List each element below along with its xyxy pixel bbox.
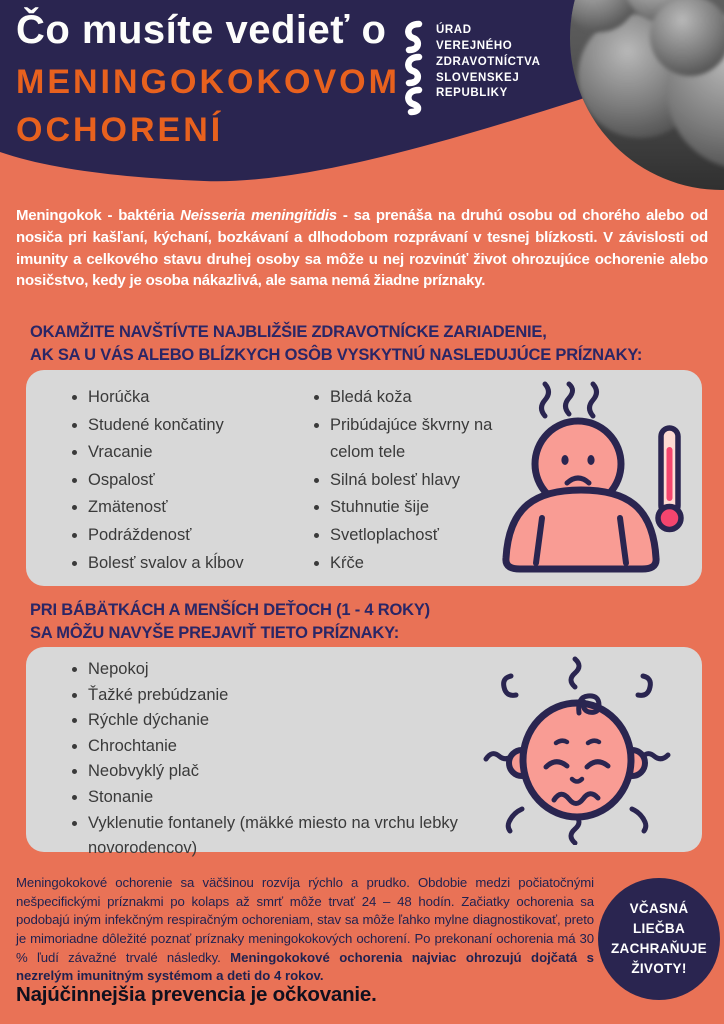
symptom-item: • Chrochtanie: [88, 734, 520, 760]
symptom-item: • Bledá koža: [330, 384, 530, 412]
intro-text-pre: Meningokok - baktéria: [16, 207, 181, 224]
symptom-item: • Nepokoj: [88, 657, 520, 683]
symptom-item: • Ťažké prebúdzanie: [88, 683, 520, 709]
symptom-item: • Vracanie: [88, 439, 244, 467]
symptom-item: • Kŕče: [330, 550, 530, 578]
distressed-baby-illustration: [482, 655, 672, 845]
logo-line: SLOVENSKEJ: [436, 71, 520, 84]
badge-line: LIEČBA: [632, 921, 686, 936]
title-line-2: MENINGOKOKOVOM: [16, 63, 400, 101]
symptom-item: • Stonanie: [88, 785, 520, 811]
badge-line: VČASNÁ: [629, 901, 689, 916]
footer-paragraph: [16, 874, 594, 986]
early-treatment-badge: [598, 878, 720, 1000]
symptoms-box-general: [26, 370, 702, 586]
title-line-1: Čo musíte vedieť o: [16, 8, 387, 52]
section2-heading-line1: PRI BÁBÄTKÁCH A MENŠÍCH DEŤOCH (1 - 4 ROKY): [30, 601, 430, 619]
uvz-logo: [398, 20, 540, 116]
symptom-item: • Stuhnutie šije: [330, 494, 530, 522]
section1-heading-line2: AK SA U VÁS ALEBO BLÍZKYCH OSÔB VYSKYTNÚ NASLEDUJÚCE PRÍZNAKY:: [30, 345, 643, 364]
section2-heading-line2: SA MÔŽU NAVYŠE PREJAVIŤ TIETO PRÍZNAKY:: [30, 623, 399, 642]
bacteria-latin-name: Neisseria meningitidis: [180, 207, 337, 224]
uvz-ribbon-icon: [398, 20, 426, 116]
title-line-3: OCHORENÍ: [16, 111, 224, 149]
badge-line: ŽIVOTY!: [631, 961, 687, 976]
logo-line: REPUBLIKY: [436, 87, 508, 100]
closing-statement: Najúčinnejšia prevencia je očkovanie.: [16, 983, 377, 1006]
thermometer-icon: [658, 428, 681, 530]
logo-org-name: [436, 20, 540, 102]
footer-text-regular: Meningokokové ochorenie sa väčšinou rozvíja rýchlo a prudko. Obdobie medzi počiatočnými nešpecifickými príznakmi po kolaps až smrť môže trvať 24 – 48 hodín. Začiatky ochorenia sa podobajú iným infekčným respiračným ochoreniam, stav sa môže ľahko mylne diagnostikovať, preto je mimoriadne dôležité poznať príznaky meningokokových ochorení. Po prekonaní ochorenia má 30 % ľudí závažné trvalé následky.: [16, 875, 594, 965]
fever-person-illustration: [481, 378, 686, 578]
intro-text-post: - sa prenáša na druhú osobu od chorého alebo od nosiča pri kašľaní, kýchaní, bozkávaní a dlhodobom rozprávaní v tesnej blízkosti. V závislosti od imunity a celkového stavu druhej osoby sa môže u nej rozvinúť život ohrozujúce ochorenie alebo nosičstvo, kedy je osoba nákazlivá, ale sama nemá žiadne príznaky.: [16, 207, 708, 290]
symptom-item: • Vyklenutie fontanely (mäkké miesto na vrchu lebky novorodencov): [88, 811, 520, 862]
symptom-item: • Bolesť svalov a kĺbov: [88, 550, 244, 578]
symptom-item: • Zmätenosť: [88, 494, 244, 522]
symptom-item: • Neobvyklý plač: [88, 759, 520, 785]
symptom-list-babies: [66, 657, 520, 862]
symptom-item: • Horúčka: [88, 384, 244, 412]
badge-line: ZACHRAŇUJE: [610, 941, 707, 956]
symptoms-box-babies: [26, 647, 702, 858]
symptom-item: • Rýchle dýchanie: [88, 708, 520, 734]
logo-line: ÚRAD: [436, 24, 472, 36]
symptom-item: • Studené končatiny: [88, 412, 244, 440]
logo-line: ZDRAVOTNÍCTVA: [436, 55, 541, 68]
symptom-list-col1: [66, 384, 244, 577]
section2-heading: [30, 599, 430, 644]
symptom-item: • Silná bolesť hlavy: [330, 467, 530, 495]
logo-line: VEREJNÉHO: [436, 39, 513, 52]
poster-title: [16, 10, 400, 147]
symptom-item: • Pribúdajúce škvrny na celom tele: [330, 412, 530, 467]
symptom-item: • Ospalosť: [88, 467, 244, 495]
intro-paragraph: [16, 205, 708, 292]
symptom-item: • Podráždenosť: [88, 522, 244, 550]
symptom-item: • Svetloplachosť: [330, 522, 530, 550]
section1-heading-line1: OKAMŽITE NAVŠTÍVTE NAJBLIŽŠIE ZDRAVOTNÍCKE ZARIADENIE,: [30, 323, 547, 341]
section1-heading: [30, 321, 642, 366]
footer-text-bold: Meningokokové ochorenia najviac ohrozujú dojčatá s nezrelým imunitným systémom a deti do 4 rokov.: [16, 949, 595, 984]
